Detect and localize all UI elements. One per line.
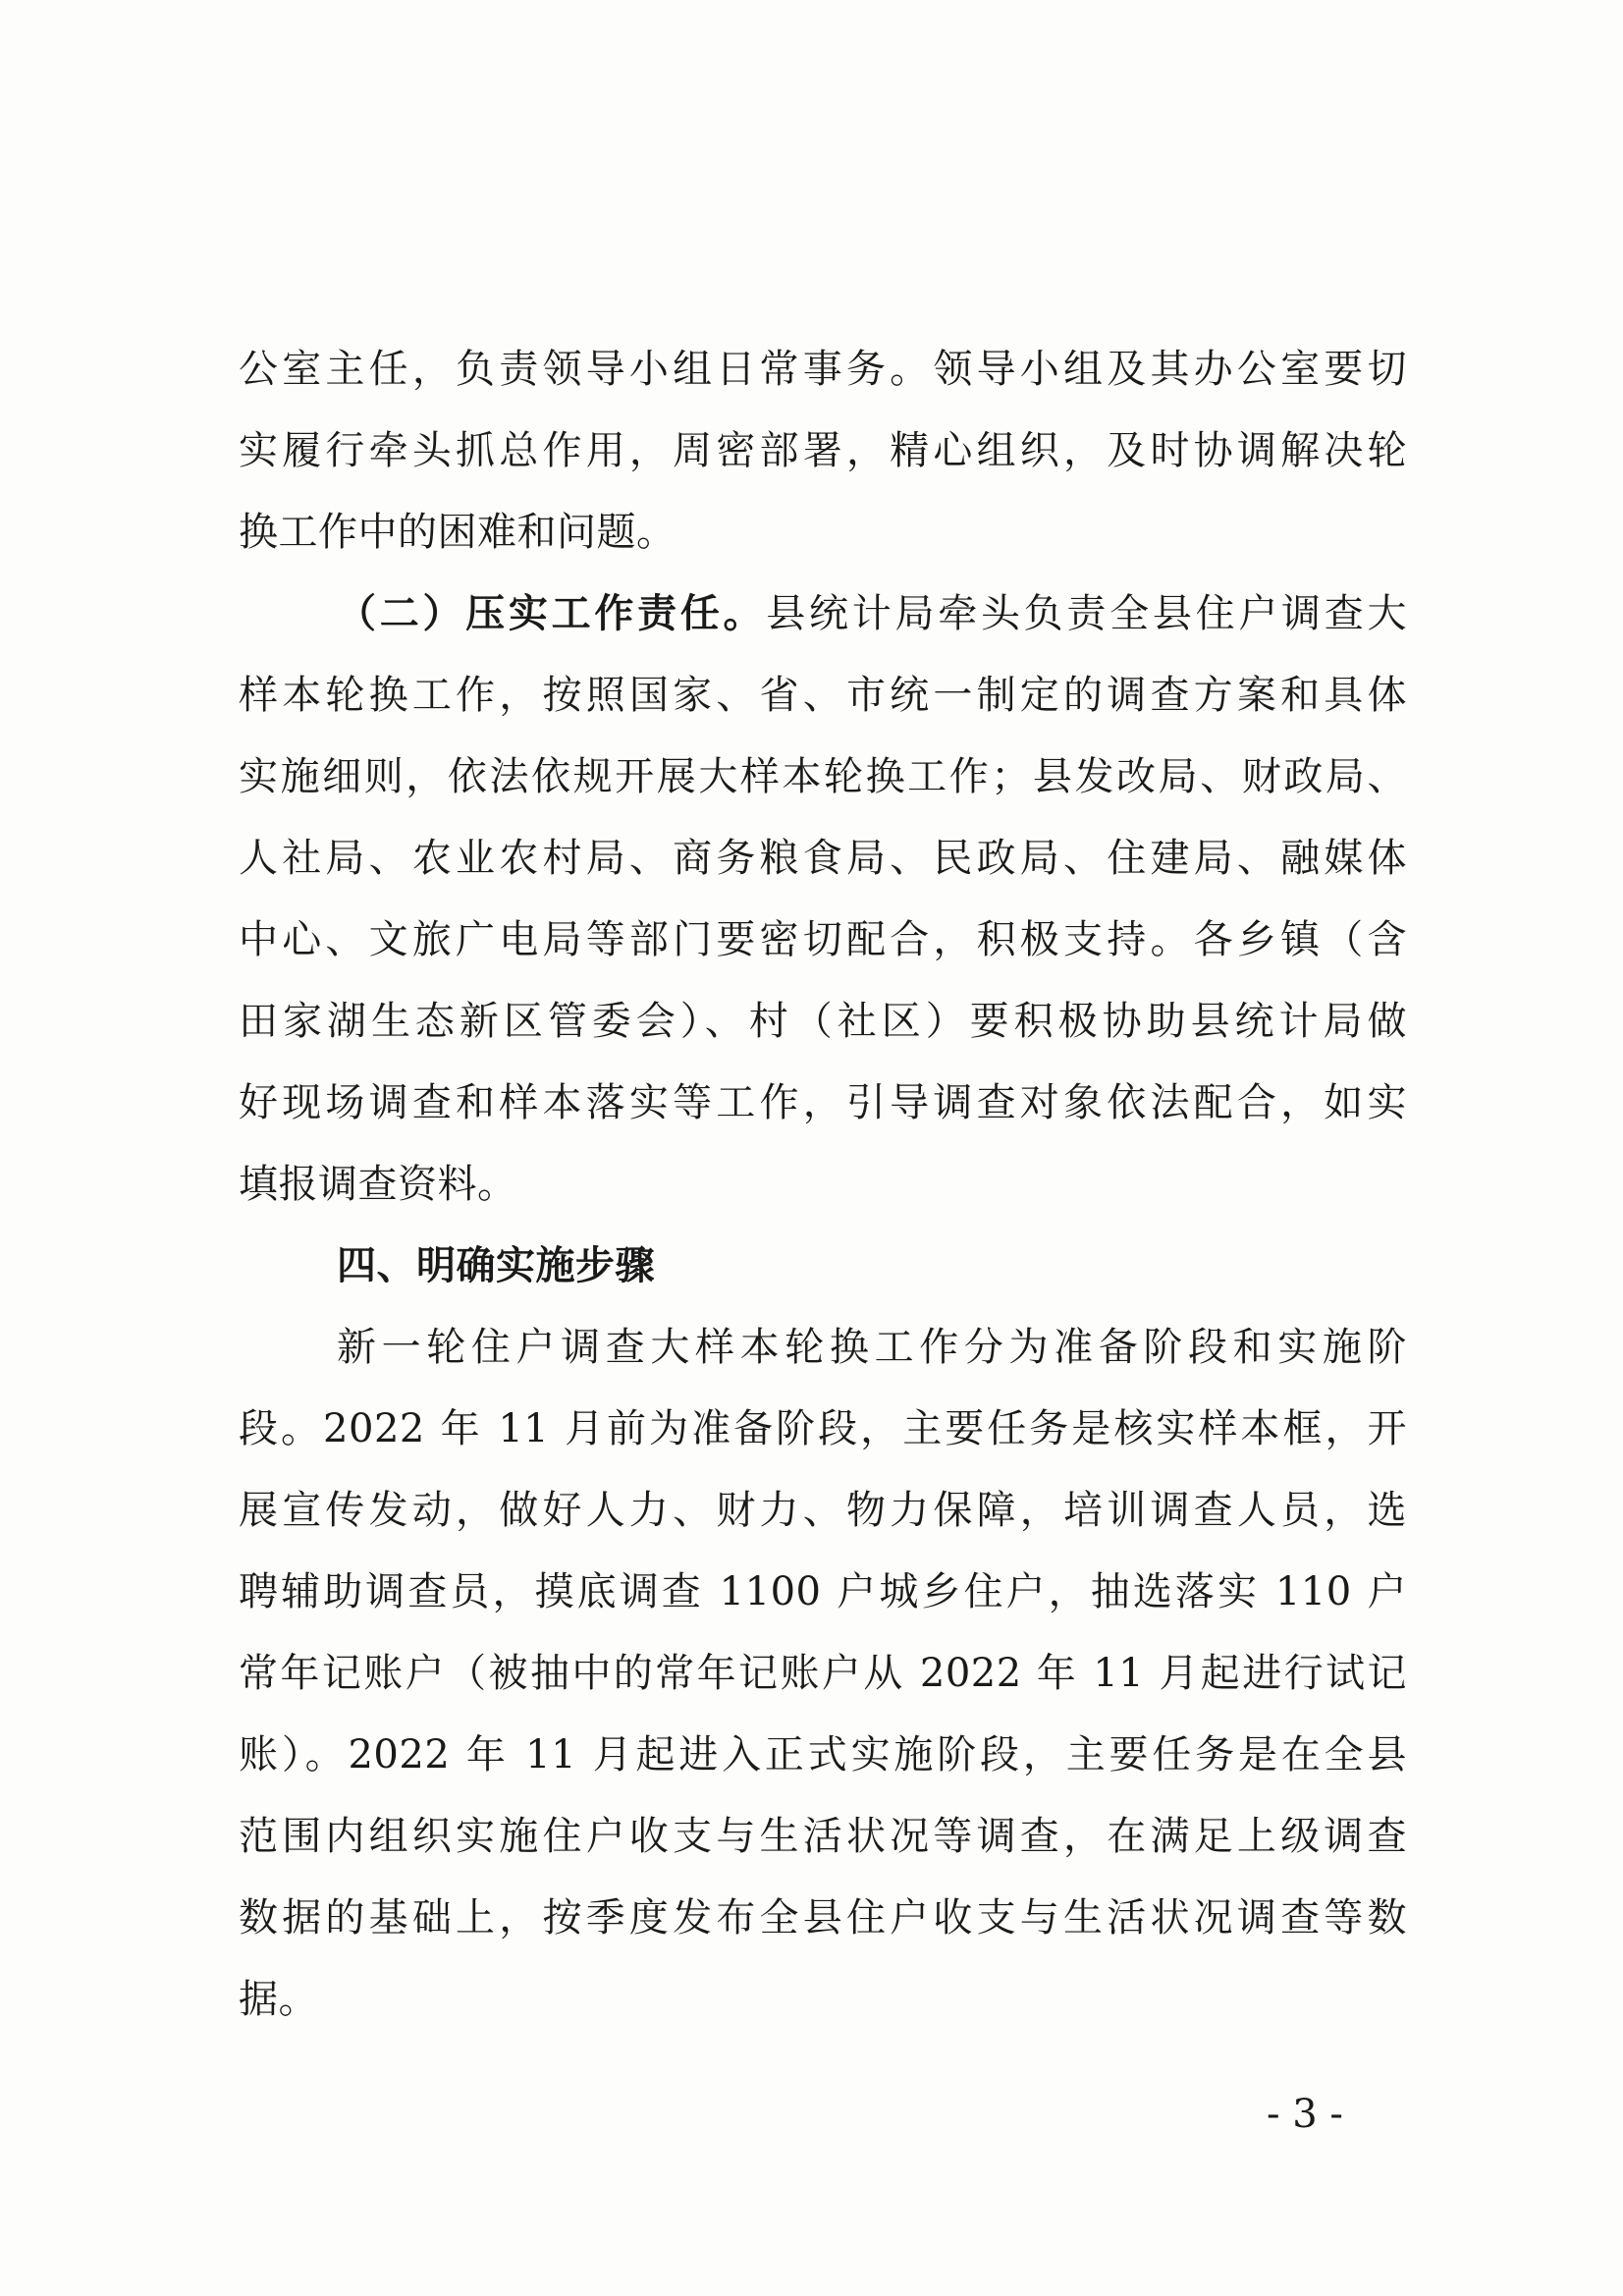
text-line — [239, 900, 1407, 981]
text-line — [239, 410, 1407, 492]
text-line — [239, 1796, 1407, 1878]
line-text: 范围内组织实施住户收支与生活状况等调查，在满足上级调查 — [239, 1814, 1407, 1859]
text-line — [239, 1959, 1407, 2041]
text-line — [239, 655, 1407, 737]
text-line — [239, 1226, 1407, 1307]
section-heading: 四、明确实施步骤 — [337, 1243, 655, 1288]
text-line — [239, 737, 1407, 818]
line-text: 中心、文旅广电局等部门要密切配合，积极支持。各乡镇（含 — [239, 917, 1407, 962]
text-line — [239, 1389, 1407, 1470]
text-line — [239, 1144, 1407, 1226]
line-text: 实施细则，依法依规开展大样本轮换工作；县发改局、财政局、 — [239, 754, 1407, 799]
text-line — [239, 1878, 1407, 1959]
text-line — [239, 329, 1407, 410]
line-text: 田家湖生态新区管委会）、村（社区）要积极协助县统计局做 — [239, 999, 1407, 1044]
line-text: 段。2022 年 11 月前为准备阶段，主要任务是核实样本框，开 — [239, 1406, 1407, 1451]
text-line — [239, 1470, 1407, 1552]
line-text: 常年记账户（被抽中的常年记账户从 2022 年 11 月起进行试记 — [239, 1651, 1407, 1696]
line-text: 样本轮换工作，按照国家、省、市统一制定的调查方案和具体 — [239, 673, 1407, 718]
line-text: 实履行牵头抓总作用，周密部署，精心组织，及时协调解决轮 — [239, 428, 1407, 473]
text-line — [239, 1633, 1407, 1715]
line-text: 展宣传发动，做好人力、财力、物力保障，培训调查人员，选 — [239, 1488, 1407, 1533]
line-text: 好现场调查和样本落实等工作，引导调查对象依法配合，如实 — [239, 1080, 1407, 1125]
text-line — [239, 1552, 1407, 1633]
line-text: 换工作中的困难和问题。 — [239, 510, 676, 555]
line-text: 据。 — [239, 1977, 318, 2022]
line-text: 填报调查资料。 — [239, 1162, 517, 1207]
text-line — [239, 1307, 1407, 1389]
line-text: 新一轮住户调查大样本轮换工作分为准备阶段和实施阶 — [337, 1325, 1407, 1370]
line-text: 数据的基础上，按季度发布全县住户收支与生活状况调查等数 — [239, 1895, 1407, 1941]
subsection-heading: （二）压实工作责任。 — [337, 591, 767, 636]
line-text: 人社局、农业农村局、商务粮食局、民政局、住建局、融媒体 — [239, 836, 1407, 881]
line-text: 公室主任，负责领导小组日常事务。领导小组及其办公室要切 — [239, 347, 1407, 392]
line-text: 聘辅助调查员，摸底调查 1100 户城乡住户，抽选落实 110 户 — [239, 1569, 1407, 1614]
body-text — [239, 329, 1407, 2041]
text-line — [239, 1063, 1407, 1144]
text-line — [239, 492, 1407, 574]
page-number: - 3 - — [1267, 2092, 1343, 2137]
line-text: 县统计局牵头负责全县住户调查大 — [766, 591, 1408, 636]
line-text: 账）。2022 年 11 月起进入正式实施阶段，主要任务是在全县 — [239, 1732, 1407, 1777]
text-line — [239, 818, 1407, 900]
text-line — [239, 574, 1407, 655]
text-line — [239, 1715, 1407, 1796]
text-line — [239, 981, 1407, 1063]
